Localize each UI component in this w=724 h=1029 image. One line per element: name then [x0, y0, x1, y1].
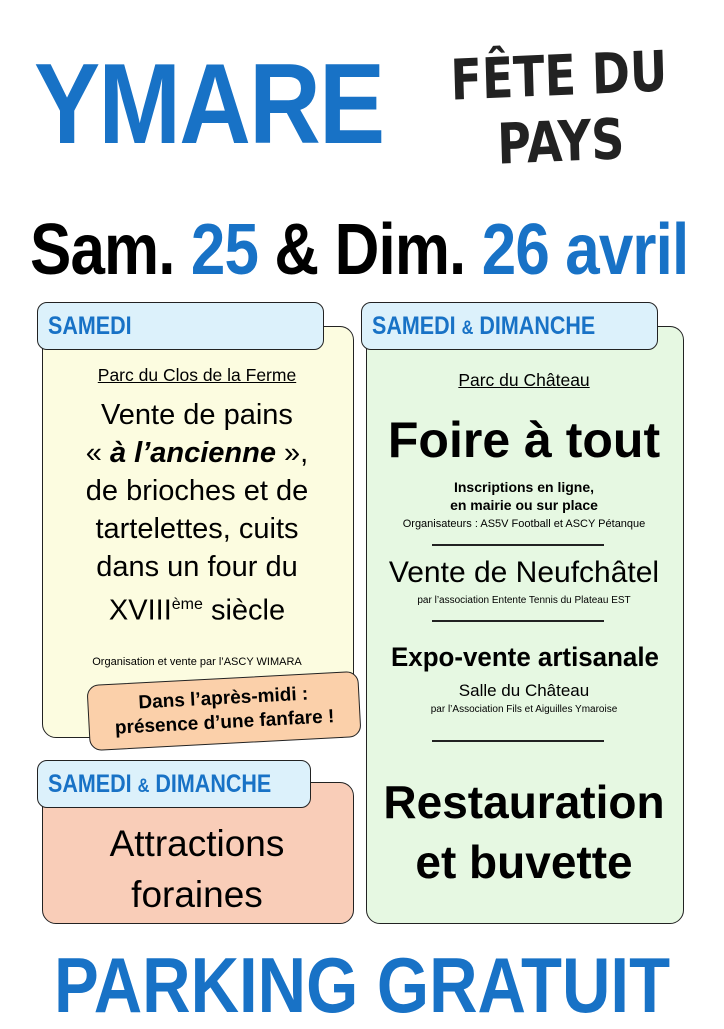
date-ampersand: & [274, 210, 319, 290]
fanfare-note [86, 671, 361, 751]
parking-banner: PARKING GRATUIT [53, 941, 671, 1029]
fete-title [443, 39, 676, 181]
expo-title: Expo-vente artisanale [391, 642, 659, 672]
fete-line2: PAYS [496, 107, 626, 178]
date-sam: Sam. [30, 210, 175, 290]
fanfare-line2: présence d’une fanfare ! [114, 706, 335, 739]
event-dates [30, 210, 689, 290]
samedi-place: Parc du Clos de la Ferme [97, 365, 297, 385]
attractions-tab [37, 760, 311, 808]
samedi-organiser: Organisation et vente par l’ASCY WIMARA [92, 656, 302, 668]
samedi-tab-label: SAMEDI [48, 312, 132, 340]
attractions-line1: Attractions [109, 823, 285, 864]
bread-line5: dans un four du [96, 551, 298, 583]
restauration-line1: Restauration [383, 776, 665, 828]
samedi-tab [37, 302, 324, 350]
bread-line3: de brioches et de [85, 475, 309, 507]
bread-line6: XVIIIème siècle [108, 594, 286, 627]
attractions-text [44, 818, 350, 920]
foire-inscriptions: Inscriptions en ligne, en mairie ou sur place [450, 479, 598, 513]
fete-line1: FÊTE DU [449, 39, 669, 114]
date-dim-number: 26 avril [481, 210, 689, 290]
attractions-line2: foraines [131, 874, 263, 915]
neufchatel-organiser: par l’association Entente Tennis du Plateau EST [417, 595, 631, 606]
neufchatel-title: Vente de Neufchâtel [388, 556, 660, 589]
attractions-tab-label: SAMEDI & DIMANCHE [48, 770, 272, 798]
date-sam-number: 25 [190, 210, 259, 290]
date-dim: Dim. [334, 210, 466, 290]
chateau-place: Parc du Château [458, 370, 590, 390]
bread-line2: « à l’ancienne », [85, 437, 309, 469]
divider [432, 740, 604, 742]
bread-line4: tartelettes, cuits [95, 513, 299, 545]
town-title: YMARE [34, 41, 384, 168]
restauration-line2: et buvette [415, 836, 633, 888]
fanfare-line1: Dans l’après-midi : [137, 683, 309, 714]
chateau-tab [361, 302, 658, 350]
restauration-text [368, 772, 680, 892]
bread-line1: Vente de pains [101, 399, 293, 431]
expo-place: Salle du Château [458, 681, 590, 700]
foire-title: Foire à tout [387, 412, 661, 468]
expo-organiser: par l’Association Fils et Aiguilles Ymaroise [430, 704, 618, 715]
bread-sale-text [44, 396, 350, 630]
divider [432, 620, 604, 622]
foire-organisers: Organisateurs : AS5V Football et ASCY Pétanque [402, 518, 646, 530]
divider [432, 544, 604, 546]
chateau-tab-label: SAMEDI & DIMANCHE [372, 312, 596, 340]
